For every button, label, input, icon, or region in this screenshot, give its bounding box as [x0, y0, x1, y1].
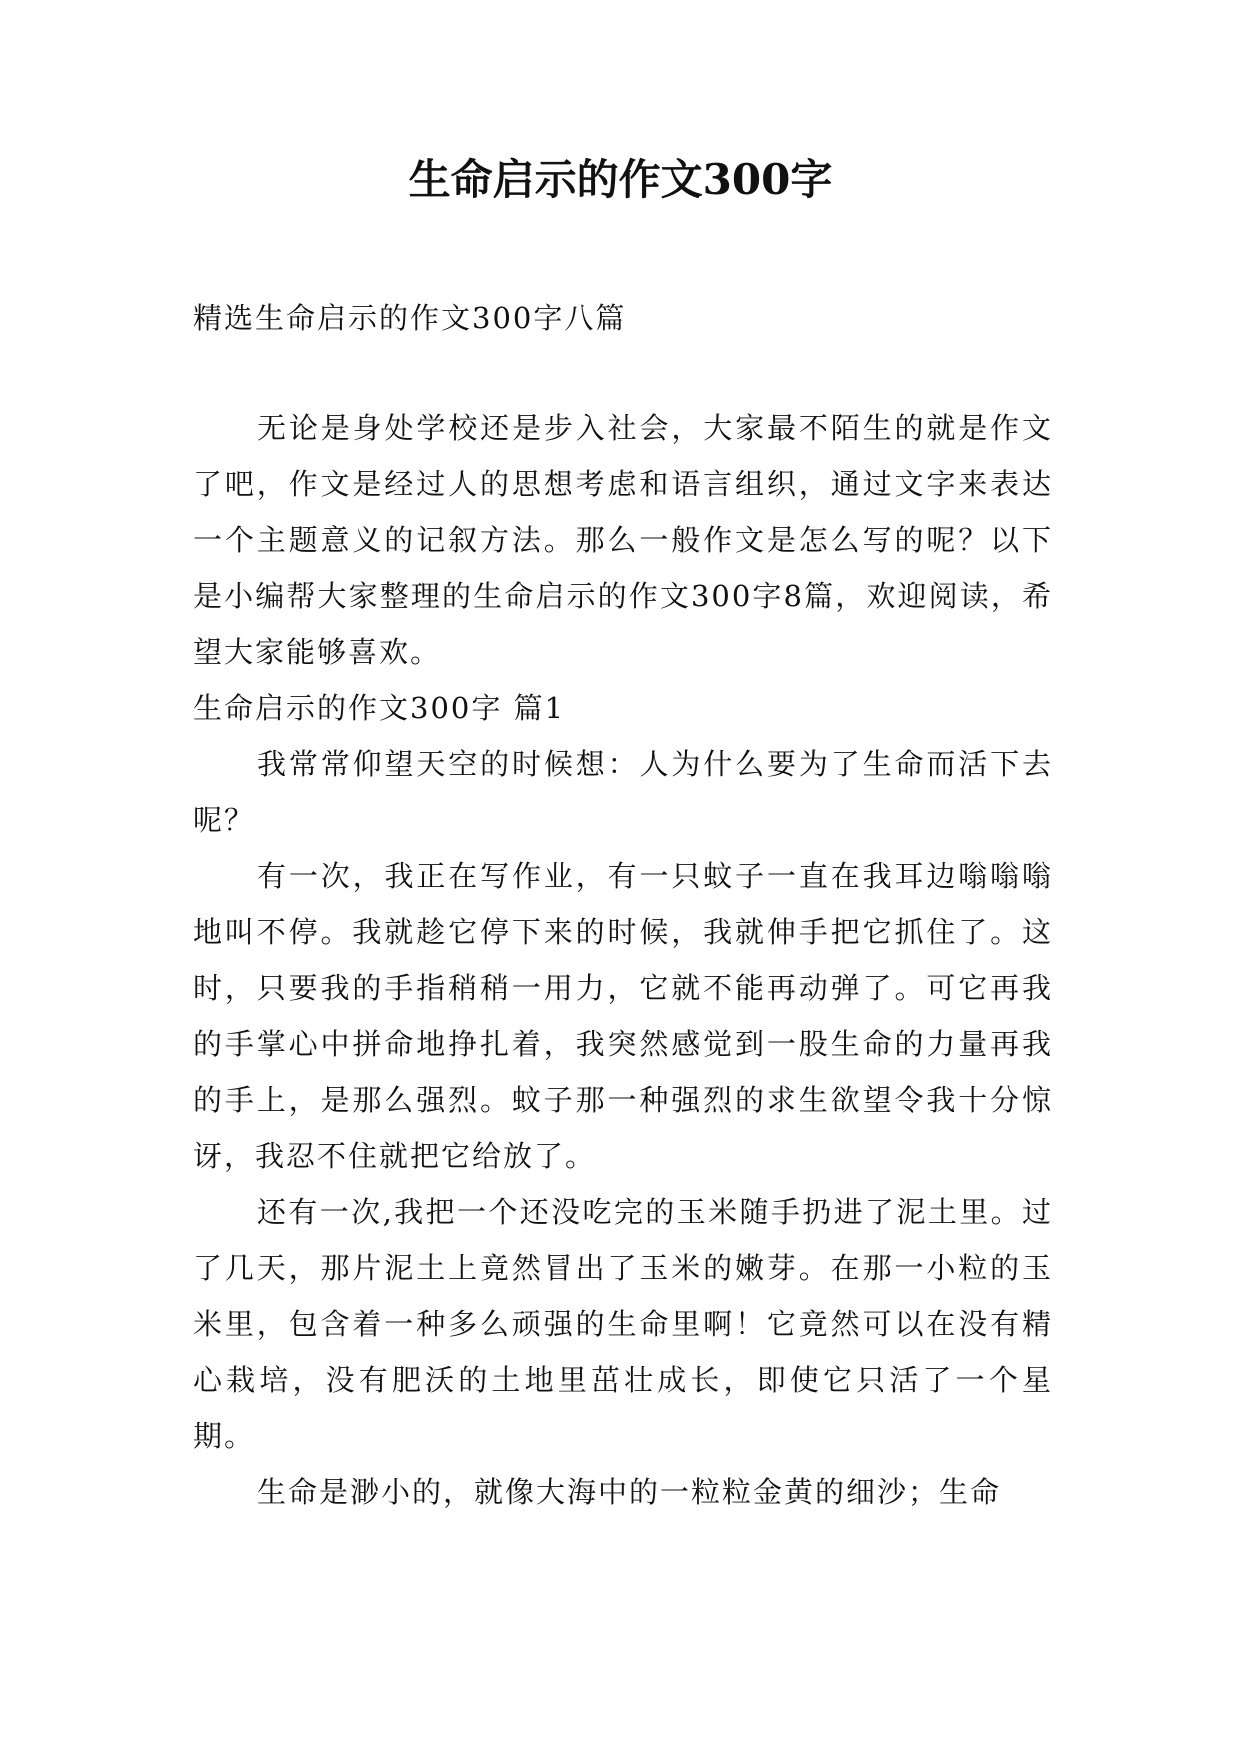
body-paragraph: 有一次，我正在写作业，有一只蚊子一直在我耳边嗡嗡嗡地叫不停。我就趁它停下来的时候，我就伸手把它抓住了。这时，只要我的手指稍稍一用力，它就不能再动弹了。可它再我的手掌心中拼命地挣扎着，我突然感觉到一股生命的力量再我的手上，是那么强烈。蚊子那一种强烈的求生欲望令我十分惊讶，我忍不住就把它给放了。	[193, 859, 1053, 1173]
document-title: 生命启示的作文300字	[408, 155, 833, 204]
body-paragraph: 还有一次,我把一个还没吃完的玉米随手扔进了泥土里。过了几天，那片泥土上竟然冒出了玉米的嫩芽。在那一小粒的玉米里，包含着一种多么顽强的生命里啊！它竟然可以在没有精心栽培，没有肥沃的土地里茁壮成长，即使它只活了一个星期。	[193, 1195, 1053, 1453]
intro-paragraph: 无论是身处学校还是步入社会，大家最不陌生的就是作文了吧，作文是经过人的思想考虑和语言组织，通过文字来表达一个主题意义的记叙方法。那么一般作文是怎么写的呢？以下是小编帮大家整理的生命启示的作文300字8篇，欢迎阅读，希望大家能够喜欢。	[193, 411, 1053, 669]
document-body	[193, 290, 1053, 1520]
document-subtitle: 精选生命启示的作文300字八篇	[193, 301, 627, 335]
body-paragraph: 生命是渺小的，就像大海中的一粒粒金黄的细沙；生命	[257, 1475, 1002, 1509]
section-heading: 生命启示的作文300字 篇1	[193, 691, 566, 725]
body-paragraph: 我常常仰望天空的时候想：人为什么要为了生命而活下去呢？	[193, 747, 1053, 837]
